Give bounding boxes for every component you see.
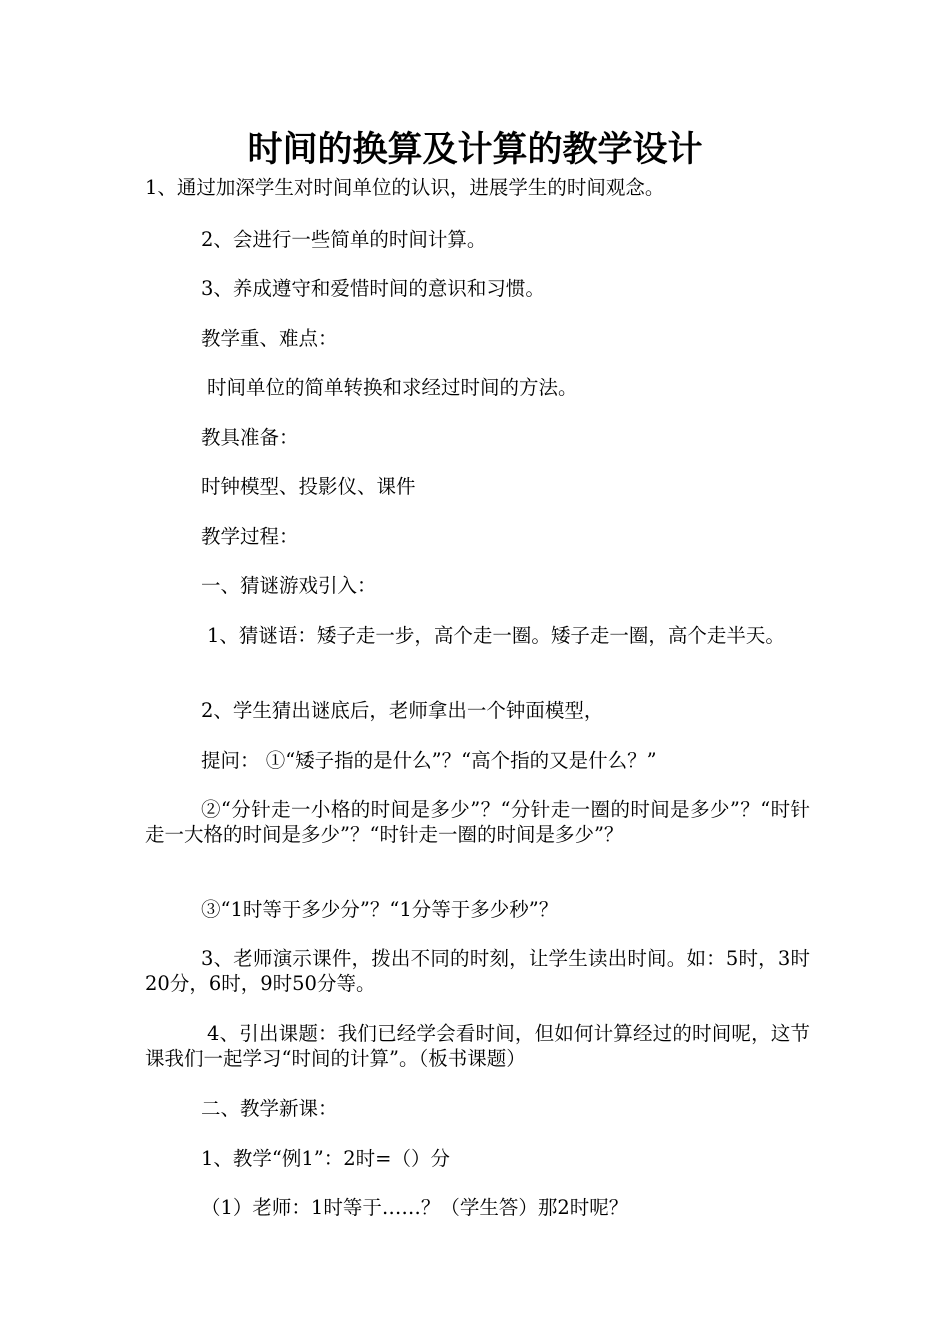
paragraph-section-2-heading: 二、教学新课： [201, 1097, 338, 1120]
paragraph-topic-intro: 4、引出课题：我们已经学会看时间，但如何计算经过的时间呢，这节课我们一起学习“时间的计算”。（板书课题） [145, 1022, 810, 1070]
paragraph-example-1: 1、教学“例1”：2时=（）分 [201, 1147, 450, 1170]
paragraph-key-points: 时间单位的简单转换和求经过时间的方法。 [207, 376, 578, 399]
paragraph-example-1-step-1: （1）老师：1时等于……？（学生答）那2时呢？ [201, 1196, 629, 1219]
paragraph-materials-heading: 教具准备： [201, 426, 299, 449]
paragraph-objective-1: 1、通过加深学生对时间单位的认识，进展学生的时间观念。 [145, 176, 665, 199]
paragraph-clock-model: 2、学生猜出谜底后，老师拿出一个钟面模型， [201, 699, 604, 722]
paragraph-question-2: ②“分针走一小格的时间是多少”？“分针走一圈的时间是多少”？“时针走一大格的时间是多少”？“时针走一圈的时间是多少”？ [145, 798, 810, 846]
paragraph-riddle: 1、猜谜语：矮子走一步，高个走一圈。矮子走一圈，高个走半天。 [207, 624, 785, 647]
paragraph-materials: 时钟模型、投影仪、课件 [201, 475, 416, 498]
paragraph-objective-3: 3、养成遵守和爱惜时间的意识和习惯。 [201, 277, 545, 300]
paragraph-objective-2: 2、会进行一些简单的时间计算。 [201, 228, 487, 251]
paragraph-process-heading: 教学过程： [201, 525, 299, 548]
paragraph-question-1: 提问： ①“矮子指的是什么”？“高个指的又是什么？” [201, 749, 657, 772]
document-title: 时间的换算及计算的教学设计 [247, 129, 703, 170]
paragraph-question-3: ③“1时等于多少分”？“1分等于多少秒”？ [201, 898, 559, 921]
paragraph-demo: 3、老师演示课件，拨出不同的时刻，让学生读出时间。如：5时，3时20分，6时，9时50分等。 [145, 947, 810, 995]
paragraph-key-points-heading: 教学重、难点： [201, 327, 338, 350]
paragraph-section-1-heading: 一、猜谜游戏引入： [201, 574, 377, 597]
